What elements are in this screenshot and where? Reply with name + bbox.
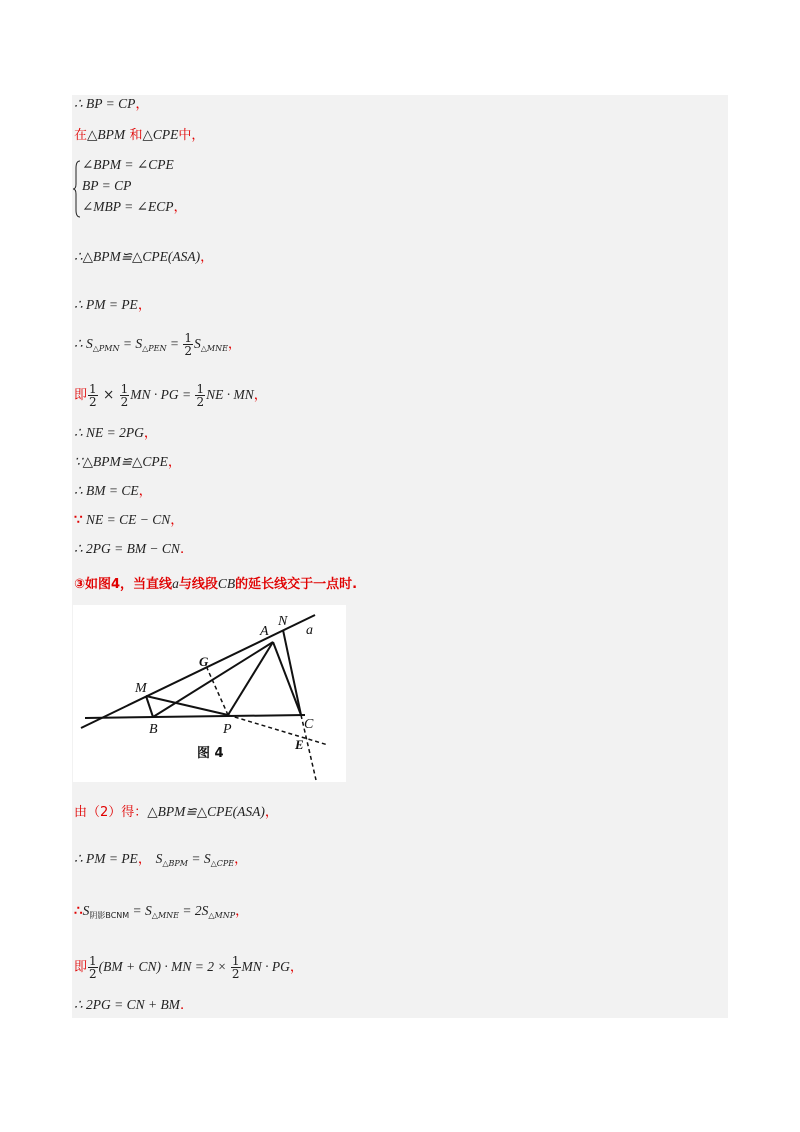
system-brace xyxy=(73,160,81,218)
proof-line: ∴ PM = PE， $S_{\triangle BPM} = S_{\triangle CPE}$， xyxy=(74,851,248,868)
point-label-m: M xyxy=(135,681,147,696)
point-label-p: P xyxy=(223,722,232,737)
point-label-e: E xyxy=(295,737,304,752)
proof-line: ∴ $S_{\triangle PMN} = S_{\triangle PEN}$ = $\frac{1}{2}$ $S_{\triangle MNE}$， xyxy=(74,331,242,358)
proof-line: 即 $\frac{1}{2}$ (BM + CN) · MN = 2 × $\frac{1}{2}$ MN · PG， xyxy=(74,954,304,981)
proof-line: BP = CP xyxy=(82,178,132,193)
proof-line: 由（2）得：△BPM≌△CPE(ASA)， xyxy=(74,804,279,820)
proof-line: ∴ PM = PE， xyxy=(74,297,152,313)
proof-line: 即 $\frac{1}{2}$ × $\frac{1}{2}$ MN · PG = $\frac{1}{2}$ NE · MN， xyxy=(74,382,268,409)
proof-line: ∴△BPM≌△CPE(ASA)， xyxy=(74,249,214,265)
proof-line: ∵ NE = CE − CN， xyxy=(74,512,184,528)
fraction: $\frac{1}{2}$ xyxy=(196,382,205,409)
point-label-a: A xyxy=(260,624,269,639)
point-label-b: B xyxy=(149,722,158,737)
point-label-n: N xyxy=(278,614,288,629)
fraction: $\frac{1}{2}$ xyxy=(184,331,192,358)
fraction: $\frac{1}{2}$ xyxy=(231,954,240,981)
proof-line: ∴ BM = CE， xyxy=(74,483,153,499)
figure-caption: 图 4 xyxy=(197,746,224,761)
fraction: $\frac{1}{2}$ xyxy=(89,382,97,409)
point-label-g: G xyxy=(199,654,209,669)
figure-4 xyxy=(73,605,346,782)
proof-line: ∠BPM = ∠CPE xyxy=(82,157,174,172)
proof-line: ∴ 2PG = CN + BM． xyxy=(74,997,194,1013)
fraction: $\frac{1}{2}$ xyxy=(89,954,97,981)
geometry-diagram xyxy=(73,605,346,782)
proof-line: ∠MBP = ∠ECP， xyxy=(82,199,187,215)
point-label-c: C xyxy=(304,717,314,732)
line-label-a: a xyxy=(306,623,313,638)
proof-line: ∴ 2PG = BM − CN． xyxy=(74,541,194,557)
section-heading: ③如图4，当直线a与线段CB的延长线交于一点时. xyxy=(74,576,358,592)
fraction: $\frac{1}{2}$ xyxy=(120,382,129,409)
proof-line: 在△BPM 和△CPE中， xyxy=(74,127,205,143)
proof-line: ∴ BP = CP， xyxy=(74,96,149,112)
proof-line: $\therefore S_{阴影BCNM} = S_{\triangle MNE} = 2S_{\triangle MNP}$， xyxy=(74,903,249,920)
proof-line: ∴ NE = 2PG， xyxy=(74,425,158,441)
proof-line: ∵△BPM≌△CPE， xyxy=(74,454,182,470)
